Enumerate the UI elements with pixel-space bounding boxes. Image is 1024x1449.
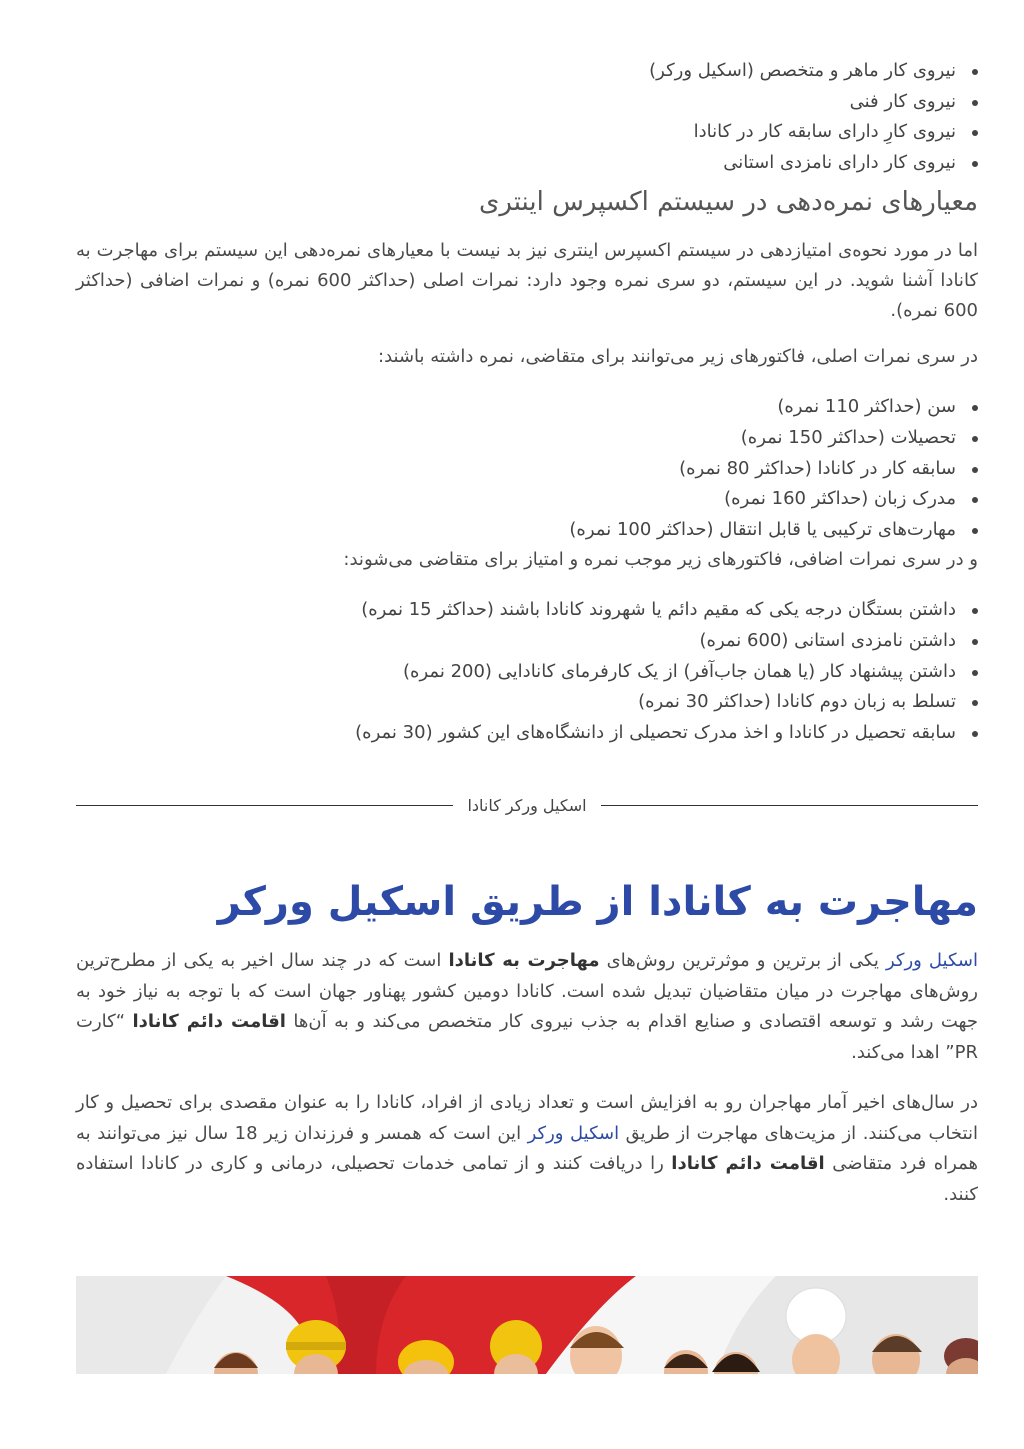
additional-factors-list [76, 595, 978, 748]
bold-term: مهاجرت به کانادا [448, 950, 600, 972]
list-item: سن (حداکثر 110 نمره) [76, 392, 956, 423]
list-item: مهارت‌های ترکیبی یا قابل انتقال (حداکثر 100 نمره) [76, 515, 956, 546]
list-item: تحصیلات (حداکثر 150 نمره) [76, 423, 956, 454]
main-title: مهاجرت به کانادا از طریق اسکیل ورکر [217, 879, 978, 926]
list-item: سابقه کار در کانادا (حداکثر 80 نمره) [76, 454, 956, 485]
section-divider [76, 792, 978, 818]
divider-line [601, 805, 978, 806]
list-item: داشتن بستگان درجه یکی که مقیم دائم یا شهروند کانادا باشند (حداکثر 15 نمره) [76, 595, 956, 626]
skilled-worker-link[interactable]: اسکیل ورکر [885, 950, 978, 972]
workers-flag-image [76, 1276, 978, 1374]
worker-types-list [76, 56, 978, 178]
list-item: مدرک زبان (حداکثر 160 نمره) [76, 484, 956, 515]
paragraph-two: در سال‌های اخیر آمار مهاجران رو به افزایش است و تعداد زیادی از افراد، کانادا را به عنوان مقصدی برای تحصیل و کار انتخاب می‌کنند. از مزیت‌های مهاجرت از طریق اسکیل ورکر این است که همسر و فرزندان زیر 18 سال نیز می‌توانند به همراه فرد متقاضی اقامت دائم کانادا را دریافت کنند و از تمامی خدمات تحصیلی، درمانی و کاری در کانادا استفاده کنند. [76, 1092, 978, 1205]
intro-paragraph: اما در مورد نحوه‌ی امتیازدهی در سیستم اکسپرس اینتری نیز بد نیست با معیارهای نمره‌دهی این سیستم برای مهاجرت به کانادا آشنا شوید. در این سیستم، دو سری نمره وجود دارد: نمرات اصلی (حداکثر 600 نمره) و نمرات اضافی (حداکثر 600 نمره). [76, 240, 978, 322]
additional-intro: و در سری نمرات اضافی، فاکتورهای زیر موجب نمره و امتیاز برای متقاضی می‌شوند: [343, 549, 978, 571]
core-intro: در سری نمرات اصلی، فاکتورهای زیر می‌توانند برای متقاضی، نمره داشته باشند: [378, 346, 978, 368]
paragraph-one: اسکیل ورکر یکی از برترین و موثرترین روش‌های مهاجرت به کانادا است که در چند سال اخیر به یکی از مطرح‌ترین روش‌های مهاجرت در میان متقاضیان تبدیل شده است. کانادا دومین کشور پهناور جهان است که با توجه به نیاز خود به جهت رشد و توسعه اقتصادی و صنایع اقدام به جذب نیروی کار متخصص می‌کند و به آن‌ها اقامت دائم کانادا “کارت PR” اهدا می‌کند. [76, 950, 978, 1063]
section-heading: معیارهای نمره‌دهی در سیستم اکسپرس اینتری [479, 187, 978, 218]
divider-line [76, 805, 453, 806]
list-item: نیروی کارِ دارای سابقه کار در کانادا [76, 117, 956, 148]
article-content [76, 56, 978, 1230]
divider-label: اسکیل ورکر کانادا [467, 795, 587, 815]
list-item: داشتن پیشنهاد کار (یا همان جاب‌آفر) از یک کارفرمای کانادایی (200 نمره) [76, 657, 956, 688]
list-item: نیروی کار فنی [76, 87, 956, 118]
core-factors-list [76, 392, 978, 545]
list-item: نیروی کار ماهر و متخصص (اسکیل ورکر) [76, 56, 956, 87]
workers-illustration [76, 1276, 978, 1374]
list-item: تسلط به زبان دوم کانادا (حداکثر 30 نمره) [76, 687, 956, 718]
bold-term: اقامت دائم کانادا [132, 1011, 286, 1033]
list-item: نیروی کار دارای نامزدی استانی [76, 148, 956, 179]
list-item: داشتن نامزدی استانی (600 نمره) [76, 626, 956, 657]
bold-term: اقامت دائم کانادا [671, 1153, 825, 1175]
skilled-worker-link[interactable]: اسکیل ورکر [527, 1122, 620, 1144]
list-item: سابقه تحصیل در کانادا و اخذ مدرک تحصیلی از دانشگاه‌های این کشور (30 نمره) [76, 718, 956, 749]
